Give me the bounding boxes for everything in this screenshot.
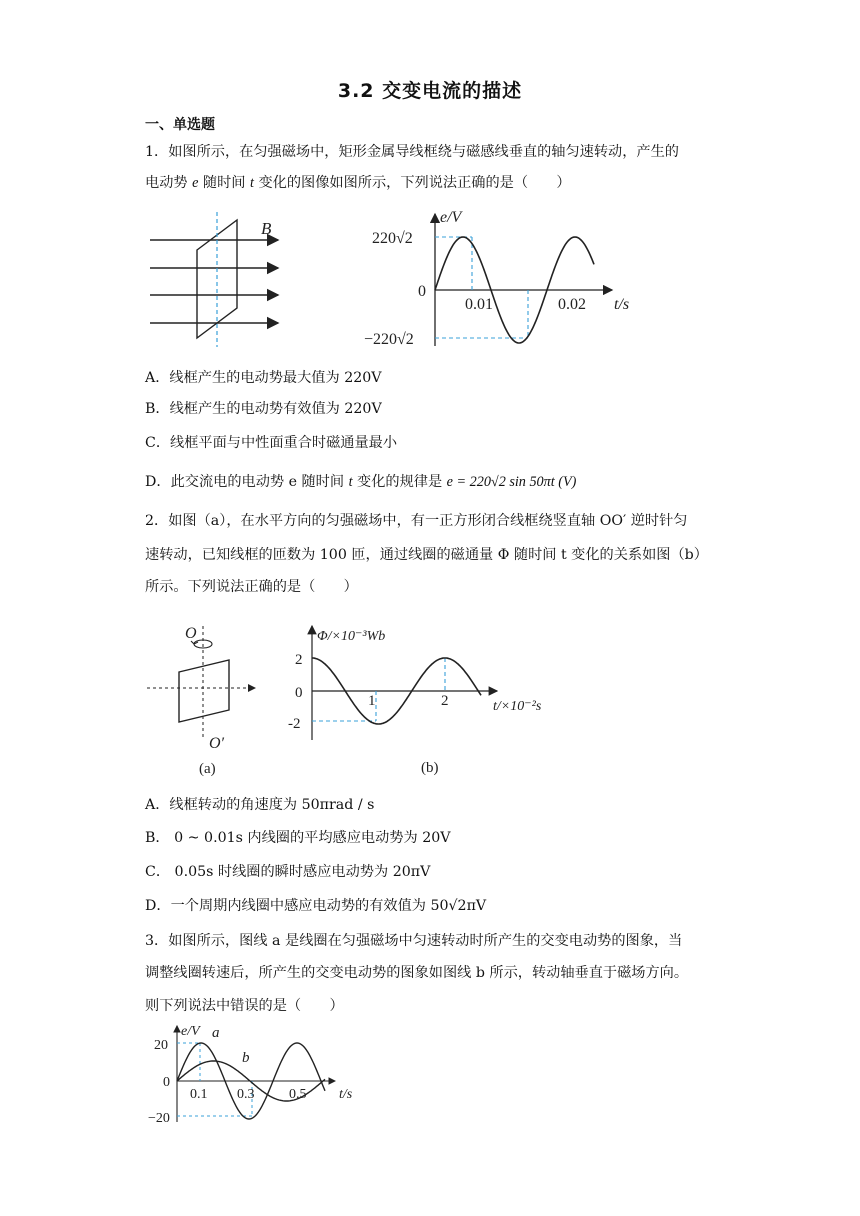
q1-text: 随时间 bbox=[198, 175, 250, 191]
q2-ytick-bottom: -2 bbox=[288, 716, 301, 732]
q1-option-b: B．线框产生的电动势有效值为 220V bbox=[145, 401, 382, 417]
q3-line3: 则下列说法中错误的是（ ） bbox=[145, 998, 344, 1014]
q1-var-e: e bbox=[192, 175, 199, 191]
q3-xtick: 0.5 bbox=[289, 1087, 307, 1102]
q3-label-a: a bbox=[212, 1025, 220, 1041]
q3-ylabel: e/V bbox=[181, 1024, 200, 1039]
q2-caption-b: (b) bbox=[421, 760, 439, 776]
q3-xtick: 0.3 bbox=[237, 1087, 255, 1102]
page-title: 3.2 交变电流的描述 bbox=[337, 80, 523, 102]
q1-origin: 0 bbox=[418, 283, 426, 300]
q2-caption-a: (a) bbox=[199, 761, 216, 777]
q2-figure-a bbox=[145, 620, 270, 780]
q2-figure-b bbox=[285, 622, 555, 780]
q2-origin: 0 bbox=[295, 685, 303, 701]
q1-text: 电动势 bbox=[145, 175, 193, 191]
q3-label-b: b bbox=[242, 1050, 250, 1066]
q2-label-O: O bbox=[185, 625, 197, 642]
q1-line1: 1．如图所示，在匀强磁场中，矩形金属导线框绕与磁感线垂直的轴匀速转动，产生的 bbox=[145, 144, 679, 160]
q1-option-d-text: 变化的规律是 bbox=[352, 474, 447, 490]
q2-option-a: A．线框转动的角速度为 50πrad / s bbox=[145, 797, 375, 813]
q2-option-b: B． 0 ~ 0.01s 内线圈的平均感应电动势为 20V bbox=[145, 830, 451, 846]
q1-var-t: t bbox=[249, 175, 254, 191]
q2-ylabel: Φ/×10⁻³Wb bbox=[317, 629, 386, 644]
q2-option-d: D．一个周期内线圈中感应电动势的有效值为 50√2πV bbox=[145, 898, 487, 914]
q1-line2 bbox=[145, 173, 725, 193]
q1-option-d-text: D．此交流电的电动势 e 随时间 bbox=[145, 474, 349, 490]
q1-ylabel: e/V bbox=[440, 209, 462, 226]
q1-option-d-var: t bbox=[348, 474, 353, 490]
q1-xtick: 0.01 bbox=[465, 296, 493, 313]
q3-origin: 0 bbox=[163, 1075, 170, 1090]
q1-option-d-formula: e = 220√2 sin 50πt (V) bbox=[446, 474, 577, 490]
q1-label-B: B bbox=[261, 219, 272, 238]
q2-option-c: C． 0.05s 时线圈的瞬时感应电动势为 20πV bbox=[145, 864, 431, 880]
q3-ytick-top: 20 bbox=[154, 1038, 168, 1053]
q1-figure-graph bbox=[362, 206, 652, 351]
section-heading: 一、单选题 bbox=[145, 117, 215, 133]
q1-ytick-bottom: −220√2 bbox=[364, 331, 414, 348]
q3-line2: 调整线圈转速后，所产生的交变电动势的图象如图线 b 所示，转动轴垂直于磁场方向。 bbox=[145, 965, 689, 981]
q2-line1: 2．如图（a），在水平方向的匀强磁场中，有一正方形闭合线框绕竖直轴 OO′ 逆时针匀 bbox=[145, 513, 688, 529]
q2-xtick: 1 bbox=[368, 693, 376, 709]
q1-ytick-top: 220√2 bbox=[372, 230, 413, 247]
q2-line3: 所示。下列说法正确的是（ ） bbox=[145, 579, 358, 595]
q3-line1: 3．如图所示，图线 a 是线圈在匀强磁场中匀速转动时所产生的交变电动势的图象，当 bbox=[145, 933, 683, 949]
q1-xtick: 0.02 bbox=[558, 296, 586, 313]
q1-text: 变化的图像如图所示，下列说法正确的是（ ） bbox=[253, 175, 571, 191]
q1-figure-frame bbox=[145, 212, 295, 347]
q1-option-a: A．线框产生的电动势最大值为 220V bbox=[145, 370, 382, 386]
q1-option-c: C．线框平面与中性面重合时磁通量最小 bbox=[145, 435, 398, 451]
q3-xtick: 0.1 bbox=[190, 1087, 208, 1102]
q2-line2: 速转动，已知线框的匝数为 100 匝，通过线圈的磁通量 Φ 随时间 t 变化的关系如图（b） bbox=[145, 547, 708, 563]
q1-option-d bbox=[145, 472, 725, 492]
q1-xlabel: t/s bbox=[614, 296, 630, 313]
q2-ytick-top: 2 bbox=[295, 652, 303, 668]
q2-label-O-prime: O′ bbox=[209, 735, 225, 752]
q2-xlabel: t/×10⁻²s bbox=[493, 699, 542, 714]
q3-xlabel: t/s bbox=[339, 1087, 353, 1102]
q3-ytick-bottom: −20 bbox=[148, 1111, 170, 1126]
q2-xtick: 2 bbox=[441, 693, 449, 709]
q3-figure-graph bbox=[145, 1022, 370, 1127]
